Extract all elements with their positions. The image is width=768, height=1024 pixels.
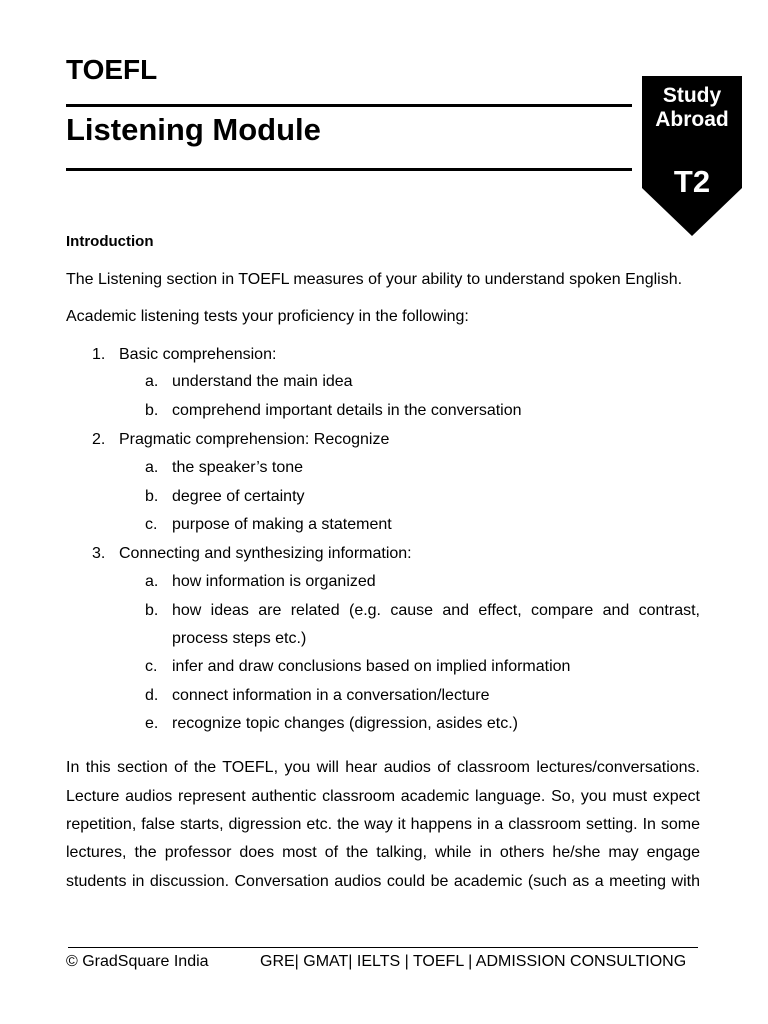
header-rule-top [66,104,632,107]
sub-item-marker: b. [145,402,159,419]
sub-item-text: recognize topic changes (digression, asides etc.) [172,715,518,732]
sub-item-text-continued: process steps etc.) [172,630,307,647]
intro-paragraph-1: The Listening section in TOEFL measures of your ability to understand spoken English. [66,271,683,288]
badge-code: T2 [673,164,711,199]
body-paragraph-line: In this section of the TOEFL, you will hear audios of classroom lectures/conversations. [66,759,700,776]
sub-item-text: comprehend important details in the conversation [172,402,522,419]
module-title: Listening Module [66,112,321,147]
body-paragraph-line: lectures, the professor does most of the talking, while in others he/she may engage [66,844,700,861]
sub-item-marker: a. [145,573,159,590]
sub-item-text: infer and draw conclusions based on implied information [172,658,571,675]
sub-item-text: how information is organized [172,573,376,590]
sub-item-text: degree of certainty [172,488,305,505]
sub-item-text: how ideas are related (e.g. cause and effect, compare and contrast, [172,602,700,619]
body-paragraph-line: repetition, false starts, digression etc. the way it happens in a classroom setting. In some [66,816,700,833]
header-rule-bottom [66,168,632,171]
sub-item-marker: e. [145,715,159,732]
footer-services: GRE| GMAT| IELTS | TOEFL | ADMISSION CONSULTIONG [260,953,687,970]
sub-item-marker: c. [145,516,158,533]
intro-paragraph-2: Academic listening tests your proficiency in the following: [66,308,469,325]
study-abroad-badge [642,76,742,236]
list-item-label: Connecting and synthesizing information: [119,545,412,562]
sub-item-text: purpose of making a statement [172,516,392,533]
page-title: TOEFL [66,54,158,85]
sub-item-text: connect information in a conversation/lecture [172,687,490,704]
sub-item-text: understand the main idea [172,373,353,390]
sub-item-marker: b. [145,602,159,619]
footer-rule [68,947,698,948]
sub-item-text: the speaker’s tone [172,459,304,476]
body-paragraph-line: Lecture audios represent authentic classroom academic language. So, you must expect [66,788,700,805]
list-item-label: Pragmatic comprehension: Recognize [119,431,390,448]
sub-item-marker: a. [145,459,159,476]
badge-line-1: Study [662,84,722,107]
sub-item-marker: a. [145,373,159,390]
sub-item-marker: c. [145,658,158,675]
footer-copyright: © GradSquare India [66,953,209,970]
sub-item-marker: b. [145,488,159,505]
body-paragraph-line: students in discussion. Conversation audios could be academic (such as a meeting with [66,873,700,890]
badge-line-2: Abroad [655,108,729,131]
list-number: 2. [92,431,106,448]
list-item-label: Basic comprehension: [119,346,277,363]
list-number: 3. [92,545,106,562]
list-number: 1. [92,346,106,363]
sub-item-marker: d. [145,687,159,704]
intro-heading: Introduction [66,233,154,250]
